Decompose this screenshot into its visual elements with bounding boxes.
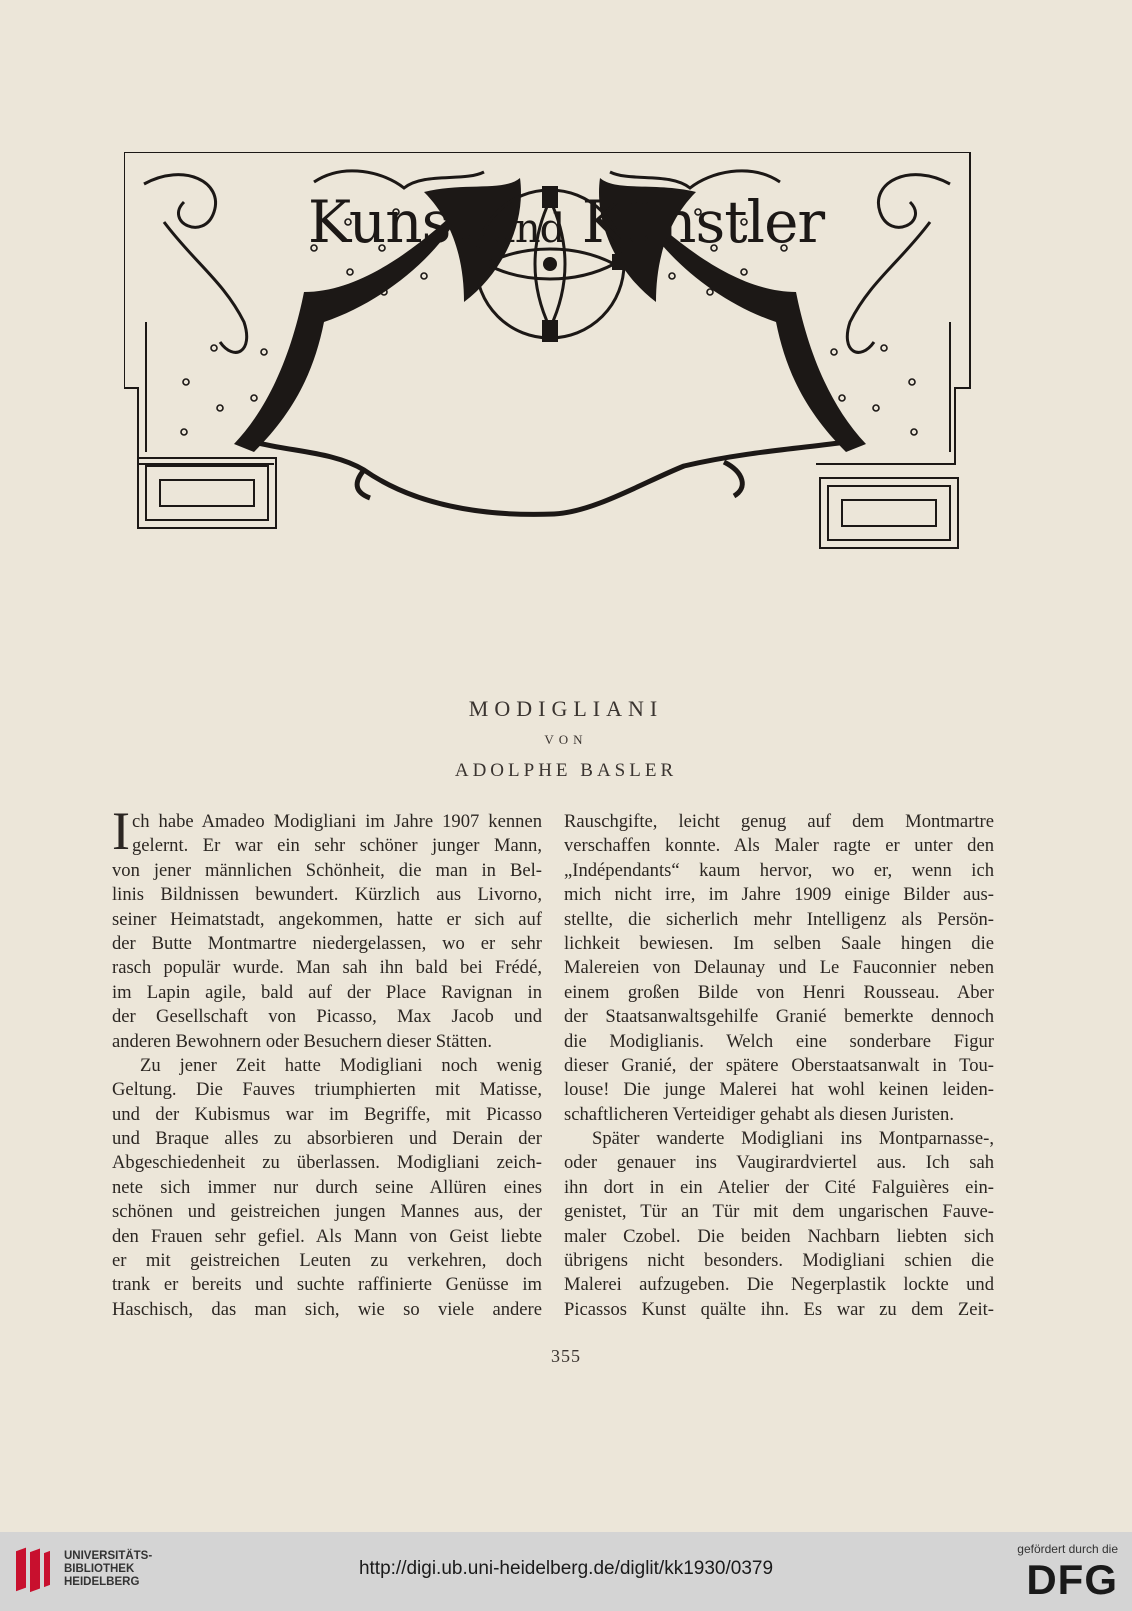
text-line: rasch populär wurde. Man sah ihn bald bei Frédé, <box>112 957 542 979</box>
text-line: Haschisch, das man sich, wie so viele andere <box>112 1298 542 1320</box>
text-line: ihn dort in ein Atelier der Cité Falguières ein- <box>564 1176 994 1198</box>
text-line: Abgeschiedenheit zu überlassen. Modigliani zeich- <box>112 1152 542 1174</box>
library-name-line: HEIDELBERG <box>64 1576 140 1588</box>
text-line: „Indépendants“ kaum hervor, wo er, wenn ich <box>564 859 994 881</box>
title-word-und: und <box>490 206 565 252</box>
magazine-section-title <box>0 188 1132 256</box>
text-line: nete sich immer nur durch seine Allüren eines <box>112 1176 542 1198</box>
text-line: genistet, Tür an Tür mit dem ungarischen Fauve- <box>564 1201 994 1223</box>
text-line: louse! Die junge Malerei hat wohl keinen leiden- <box>564 1079 994 1101</box>
digitization-footer <box>0 1532 1132 1611</box>
text-line: ch habe Amadeo Modigliani im Jahre 1907 kennen <box>132 811 542 832</box>
text-line: Picassos Kunst quälte ihn. Es war zu dem Zeit- <box>564 1298 994 1320</box>
text-line: Rauschgifte, leicht genug auf dem Montmartre <box>564 811 994 832</box>
text-line: Später wanderte Modigliani ins Montparnasse-, <box>592 1128 994 1150</box>
library-name-line: BIBLIOTHEK <box>64 1563 135 1575</box>
text-line: anderen Bewohnern oder Besuchern dieser Stätten. <box>112 1030 493 1052</box>
library-name-line: UNIVERSITÄTS- <box>64 1550 153 1562</box>
text-line: schaftlicheren Verteidiger gehabt als diesen Juristen. <box>564 1103 954 1125</box>
text-line: mich nicht irre, im Jahre 1909 einige Bilder aus- <box>564 884 994 906</box>
article-byline-von: VON <box>544 732 588 747</box>
text-line: Malerei aufzugeben. Die Negerplastik lockte und <box>564 1274 994 1296</box>
text-line: stellte, die sicherlich mehr Intelligenz als Persön- <box>564 908 994 930</box>
text-line: Malereien von Delaunay und Le Fauconnier neben <box>564 957 994 979</box>
text-line: und Braque alles zu absorbieren und Derain der <box>112 1128 542 1150</box>
text-line: übrigens nicht besonders. Modigliani schien die <box>564 1250 994 1272</box>
text-column-right <box>564 810 994 1322</box>
drop-cap: I <box>112 801 130 861</box>
text-line: trank er bereits und suchte raffinierte Genüsse im <box>112 1274 542 1296</box>
funding-note: gefördert durch die <box>1017 1542 1118 1556</box>
text-line: gelernt. Er war ein sehr schöner junger Mann, <box>132 835 542 857</box>
text-line: der Staatsanwaltsgehilfe Granié bemerkte dennoch <box>564 1006 994 1028</box>
text-line: dieser Granié, der spätere Oberstaatsanwalt in Tou- <box>564 1054 994 1076</box>
text-line: die Modiglianis. Welch eine sonderbare Figur <box>564 1030 994 1052</box>
text-line: seiner Heimatstadt, angekommen, hatte er sich auf <box>112 908 542 930</box>
article-title: MODIGLIANI <box>468 696 664 721</box>
article-author: ADOLPHE BASLER <box>454 760 678 781</box>
permalink-url[interactable]: http://digi.ub.uni-heidelberg.de/diglit/kk1930/0379 <box>358 1558 774 1579</box>
dfg-logo: DFG <box>1026 1556 1118 1603</box>
text-line: Geltung. Die Fauves triumphierten mit Matisse, <box>112 1079 542 1101</box>
text-line: oder genauer ins Vaugirardviertel aus. Ich sah <box>564 1152 994 1174</box>
text-line: von jener männlichen Schönheit, die man in Bel- <box>112 859 542 881</box>
title-word-kuenstler: Künstler <box>581 188 825 256</box>
text-line: Zu jener Zeit hatte Modigliani noch wenig <box>140 1054 542 1076</box>
text-line: er mit geistreichen Leuten zu verkehren, doch <box>112 1250 542 1272</box>
text-line: der Gesellschaft von Picasso, Max Jacob und <box>112 1006 542 1028</box>
text-line: lichkeit bewiesen. Im selben Saale hingen die <box>564 932 994 954</box>
text-line: verschaffen konnte. Als Maler ragte er unter den <box>564 835 994 857</box>
page-number: 355 <box>551 1346 581 1366</box>
text-line: im Lapin agile, bald auf der Place Ravignan in <box>112 981 542 1003</box>
title-word-kunst: Kunst <box>307 188 473 256</box>
text-line: maler Czobel. Die beiden Nachbarn liebten sich <box>564 1225 994 1247</box>
text-column-left <box>112 801 542 1322</box>
text-line: der Butte Montmartre niedergelassen, wo er sehr <box>112 932 542 954</box>
text-line: den Frauen sehr gefiel. Als Mann von Geist liebte <box>112 1225 542 1247</box>
text-line: linis Bildnissen bewundert. Kürzlich aus Livorno, <box>112 884 542 906</box>
text-line: und der Kubismus war im Begriffe, mit Picasso <box>112 1103 542 1125</box>
text-line: einem großen Bilde von Henri Rousseau. Aber <box>564 981 994 1003</box>
text-line: schönen und geistreichen jungen Mannes aus, der <box>112 1201 542 1223</box>
